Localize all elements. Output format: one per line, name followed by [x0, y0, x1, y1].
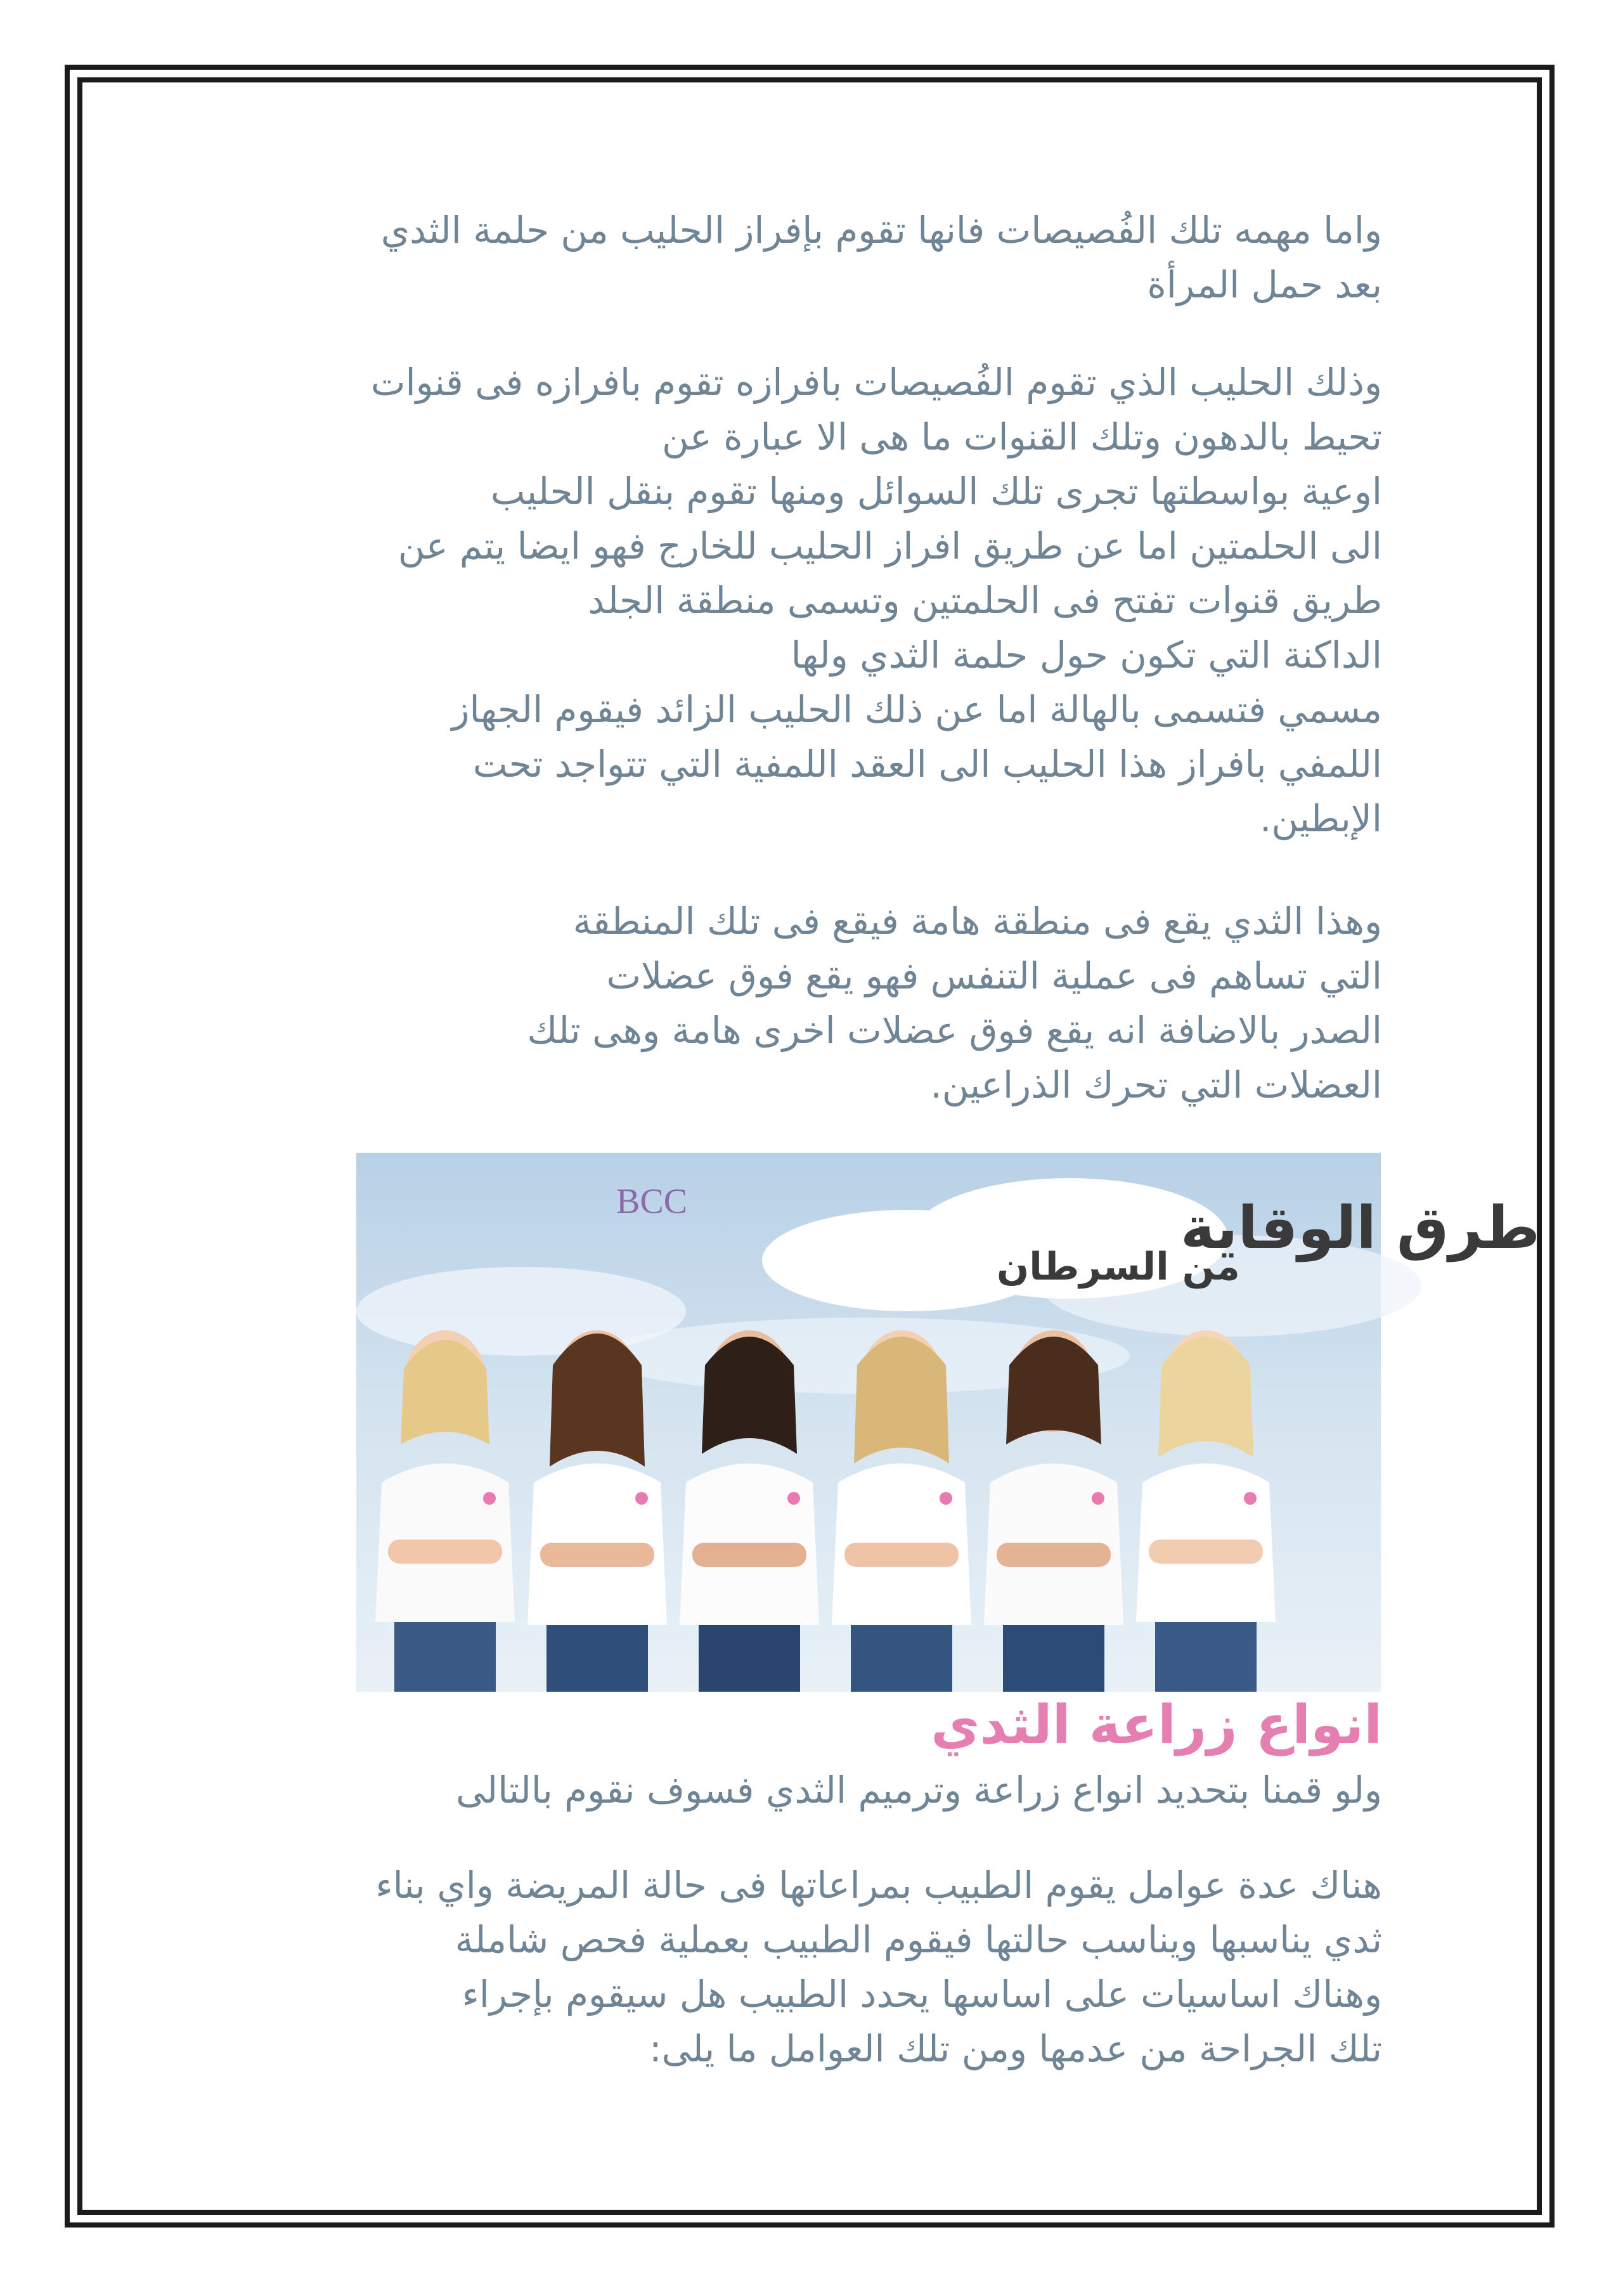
text-line: اوعية بواسطتها تجرى تلك السوائل ومنها تقوم بنقل الحليب [490, 470, 1382, 513]
text-line: تلك الجراحة من عدمها ومن تلك العوامل ما يلى: [649, 2027, 1382, 2070]
paragraph-2 [247, 355, 1382, 846]
text-line: وهناك اساسيات على اساسها يحدد الطبيب هل سيقوم بإجراء [462, 1973, 1382, 2016]
paragraph-3 [247, 894, 1382, 1112]
paragraph-5-text [247, 1858, 1382, 2076]
bcc-logo: BCC [616, 1182, 688, 1221]
text-line: الإبطين. [1259, 797, 1382, 840]
paragraph-1-text [247, 203, 1382, 312]
text-line: مسمي فتسمى بالهالة اما عن ذلك الحليب الزائد فيقوم الجهاز [451, 688, 1382, 731]
text-line: ولو قمنا بتحديد انواع زراعة وترميم الثدي فسوف نقوم بالتالى [456, 1768, 1382, 1812]
text-line: واما مهمه تلك الفُصيصات فانها تقوم بإفراز الحليب من حلمة الثدي [380, 209, 1382, 252]
paragraph-4 [247, 1763, 1382, 1817]
text-line: طريق قنوات تفتح فى الحلمتين وتسمى منطقة الجلد [588, 579, 1382, 622]
text-line: اللمفي بافراز هذا الحليب الى العقد اللمفية التي تتواجد تحت [472, 743, 1382, 786]
text-line: وهذا الثدي يقع فى منطقة هامة فيقع فى تلك المنطقة [572, 900, 1382, 943]
section-heading-block [247, 1693, 1382, 1756]
cancer-prevention-image [356, 1153, 1541, 1692]
image-title-main: طرق الوقاية [1180, 1194, 1541, 1262]
hero-illustration [356, 1153, 1541, 1692]
paragraph-3-text [247, 894, 1382, 1112]
image-title-sub: من السرطان [997, 1245, 1240, 1289]
paragraph-1 [247, 203, 1382, 312]
paragraph-4-text [247, 1763, 1382, 1817]
text-line: ثدي يناسبها ويناسب حالتها فيقوم الطبيب بعملية فحص شاملة [455, 1918, 1382, 1961]
text-line: هناك عدة عوامل يقوم الطبيب بمراعاتها فى حالة المريضة واي بناء [375, 1864, 1382, 1907]
paragraph-5 [247, 1858, 1382, 2076]
paragraph-2-text [247, 355, 1382, 846]
text-line: الداكنة التي تكون حول حلمة الثدي ولها [791, 633, 1382, 677]
text-line: الى الحلمتين اما عن طريق افراز الحليب للخارج فهو ايضا يتم عن [398, 524, 1382, 568]
text-line: التي تساهم فى عملية التنفس فهو يقع فوق عضلات [606, 954, 1382, 997]
text-line: الصدر بالاضافة انه يقع فوق عضلات اخرى هامة وهى تلك [527, 1009, 1382, 1052]
section-heading: انواع زراعة الثدي [931, 1694, 1382, 1756]
text-line: بعد حمل المرأة [1147, 263, 1382, 306]
text-line: تحيط بالدهون وتلك القنوات ما هى الا عبارة عن [661, 415, 1382, 458]
text-line: وذلك الحليب الذي تقوم الفُصيصات بافرازه تقوم بافرازه فى قنوات [370, 361, 1382, 404]
text-line: العضلات التي تحرك الذراعين. [930, 1063, 1382, 1106]
